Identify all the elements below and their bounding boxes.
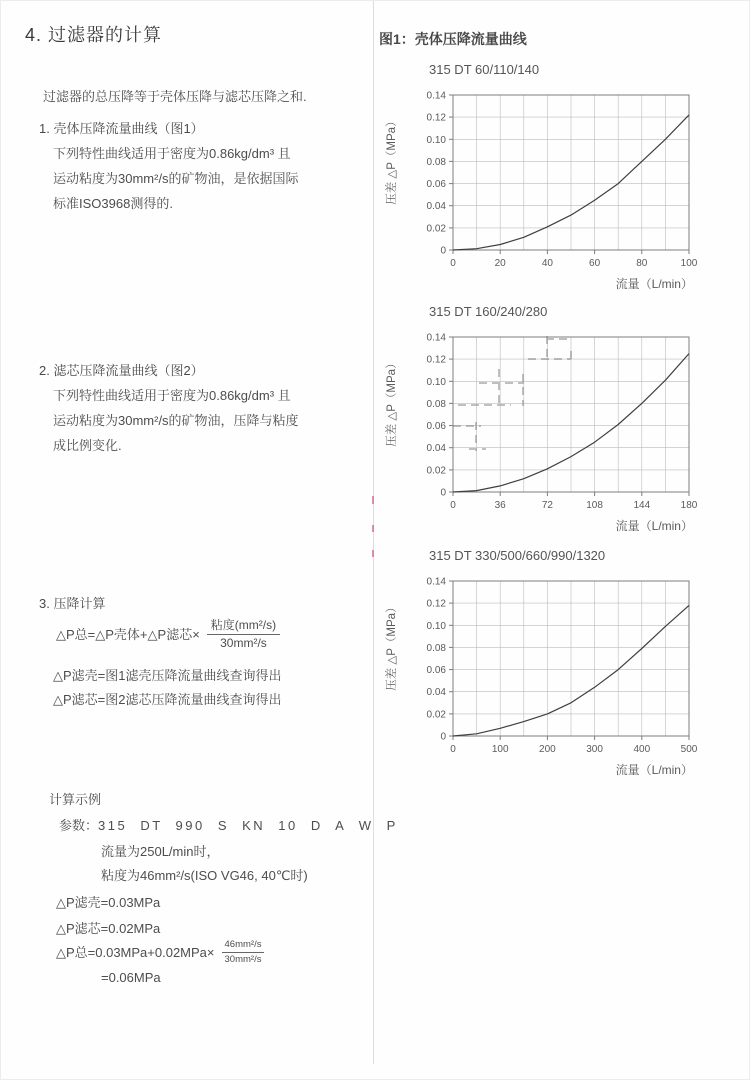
svg-text:0.12: 0.12 xyxy=(426,354,446,366)
svg-text:108: 108 xyxy=(586,500,603,511)
svg-text:0.10: 0.10 xyxy=(426,620,446,632)
pressure-formula xyxy=(56,618,280,651)
example-line: 流量为250L/min时， xyxy=(101,844,220,859)
section2-line: 成比例变化. xyxy=(53,438,122,453)
svg-text:0.10: 0.10 xyxy=(426,134,446,146)
svg-text:0: 0 xyxy=(450,744,456,755)
chart1-figure xyxy=(379,83,724,295)
svg-text:0.04: 0.04 xyxy=(426,443,446,455)
svg-text:0: 0 xyxy=(450,258,456,269)
chart-block-2 xyxy=(379,303,739,537)
param-value: 315 DT 990 S KN 10 D A W P xyxy=(98,818,398,833)
y-axis-label: 压差 △P（MPa） xyxy=(386,601,398,691)
svg-text:100: 100 xyxy=(491,744,509,755)
svg-text:400: 400 xyxy=(633,744,651,755)
example-total-formula xyxy=(56,939,264,966)
svg-text:0.08: 0.08 xyxy=(426,398,446,410)
formula-fraction xyxy=(207,618,280,651)
chart1-title: 315 DT 60/110/140 xyxy=(429,62,540,77)
svg-text:0.12: 0.12 xyxy=(426,598,446,610)
svg-text:0.08: 0.08 xyxy=(426,156,446,168)
chart2-figure xyxy=(379,325,724,537)
y-tick-labels xyxy=(427,91,453,257)
section2-line: 运动粘度为30mm²/s的矿物油，压降与粘度 xyxy=(53,413,299,428)
grid xyxy=(453,95,689,250)
figure1-header: 图1：壳体压降流量曲线 xyxy=(379,31,527,47)
formula-note: △P滤壳=图1滤壳压降流量曲线查询得出 xyxy=(53,668,282,683)
total-lhs: △P总=0.03MPa+0.02MPa× xyxy=(56,944,215,960)
svg-text:0.02: 0.02 xyxy=(426,465,446,477)
fraction-denominator: 30mm²/s xyxy=(224,954,262,965)
svg-text:0.14: 0.14 xyxy=(426,576,446,588)
svg-text:20: 20 xyxy=(494,258,506,269)
page-title: 4. 过滤器的计算 xyxy=(25,25,163,45)
svg-text:0.04: 0.04 xyxy=(426,201,446,213)
svg-text:0.02: 0.02 xyxy=(426,709,446,721)
total-fraction xyxy=(222,939,265,966)
svg-text:500: 500 xyxy=(680,744,698,755)
svg-text:0.10: 0.10 xyxy=(426,376,446,388)
chart-block-1 xyxy=(379,61,739,295)
x-tick-labels xyxy=(450,492,698,511)
chart3-figure xyxy=(379,569,724,781)
grid xyxy=(453,337,689,492)
fraction-numerator: 46mm²/s xyxy=(222,939,265,953)
example-heading: 计算示例 xyxy=(49,792,102,807)
fold-mark xyxy=(372,550,374,557)
svg-text:0: 0 xyxy=(440,487,446,499)
fraction-denominator: 30mm²/s xyxy=(220,636,267,650)
svg-text:144: 144 xyxy=(633,500,651,511)
fold-mark xyxy=(372,496,374,504)
svg-text:60: 60 xyxy=(589,258,601,269)
svg-text:0.06: 0.06 xyxy=(426,179,446,191)
svg-text:0.02: 0.02 xyxy=(426,223,446,235)
x-axis-label: 流量（L/min） xyxy=(615,763,693,777)
svg-text:0.08: 0.08 xyxy=(426,642,446,654)
section3-heading: 3. 压降计算 xyxy=(39,596,106,611)
formula-note: △P滤芯=图2滤芯压降流量曲线查询得出 xyxy=(53,692,282,707)
y-axis-label: 压差 △P（MPa） xyxy=(386,115,398,205)
svg-text:0.14: 0.14 xyxy=(426,90,446,102)
formula-lhs: △P总=△P壳体+△P滤芯× xyxy=(56,626,200,642)
section1-line: 运动粘度为30mm²/s的矿物油，是依据国际 xyxy=(53,171,299,186)
example-line: 粘度为46mm²/s(ISO VG46, 40℃时) xyxy=(101,868,308,883)
svg-text:36: 36 xyxy=(494,500,506,511)
y-tick-labels xyxy=(427,333,453,499)
svg-text:0.06: 0.06 xyxy=(426,665,446,677)
scan-artifact xyxy=(453,336,571,451)
svg-text:0.12: 0.12 xyxy=(426,112,446,124)
section1-line: 标准ISO3968测得的. xyxy=(53,196,173,211)
svg-text:72: 72 xyxy=(541,500,553,511)
scan-fold-line xyxy=(373,1,374,1064)
example-params xyxy=(59,817,398,835)
x-axis-label: 流量（L/min） xyxy=(615,519,693,533)
section1-heading: 1. 壳体压降流量曲线（图1） xyxy=(39,121,204,136)
svg-text:40: 40 xyxy=(541,258,553,269)
param-label: 参数： xyxy=(59,818,99,833)
svg-text:180: 180 xyxy=(680,500,698,511)
svg-text:200: 200 xyxy=(539,744,556,755)
x-tick-labels xyxy=(450,250,698,269)
intro-text: 过滤器的总压降等于壳体压降与滤芯压降之和. xyxy=(43,89,307,104)
x-tick-labels xyxy=(450,736,698,755)
svg-text:300: 300 xyxy=(586,744,603,755)
chart3-title: 315 DT 330/500/660/990/1320 xyxy=(429,548,606,563)
svg-text:80: 80 xyxy=(636,258,648,269)
section1-line: 下列特性曲线适用于密度为0.86kg/dm³ 且 xyxy=(53,146,291,161)
fraction-numerator: 粘度(mm²/s) xyxy=(207,618,280,635)
fold-mark xyxy=(372,525,374,532)
svg-text:0.14: 0.14 xyxy=(426,332,446,344)
section2-heading: 2. 滤芯压降流量曲线（图2） xyxy=(39,363,204,378)
svg-text:0: 0 xyxy=(440,245,446,257)
example-final: =0.06MPa xyxy=(101,970,161,985)
chart2-title: 315 DT 160/240/280 xyxy=(429,304,548,319)
svg-text:0: 0 xyxy=(440,731,446,743)
svg-text:0.04: 0.04 xyxy=(426,687,446,699)
grid xyxy=(453,581,689,736)
example-result: △P滤壳=0.03MPa xyxy=(56,895,161,910)
example-result: △P滤芯=0.02MPa xyxy=(56,921,161,936)
svg-text:0.06: 0.06 xyxy=(426,421,446,433)
section2-line: 下列特性曲线适用于密度为0.86kg/dm³ 且 xyxy=(53,388,291,403)
y-tick-labels xyxy=(427,577,453,743)
x-axis-label: 流量（L/min） xyxy=(615,277,693,291)
chart-block-3 xyxy=(379,547,739,781)
svg-text:0: 0 xyxy=(450,500,456,511)
svg-text:100: 100 xyxy=(680,258,698,269)
y-axis-label: 压差 △P（MPa） xyxy=(386,357,398,447)
